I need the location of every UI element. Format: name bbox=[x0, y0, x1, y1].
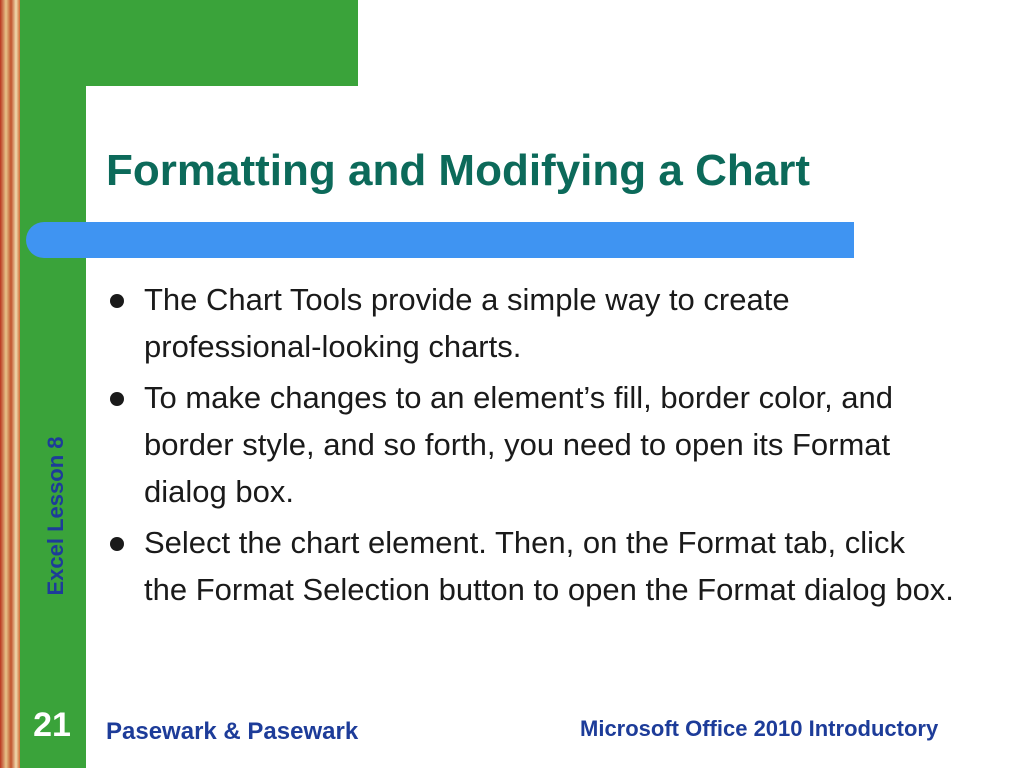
bullet-item bbox=[106, 276, 956, 370]
slide-title: Formatting and Modifying a Chart bbox=[106, 146, 810, 195]
left-green-bar bbox=[20, 0, 86, 768]
bullet-text: The Chart Tools provide a simple way to create professional-looking charts. bbox=[144, 282, 790, 364]
page-number: 21 bbox=[33, 706, 71, 744]
bullet-dot-icon bbox=[110, 537, 124, 551]
bullet-dot-icon bbox=[110, 392, 124, 406]
bullet-list bbox=[106, 276, 956, 617]
bullet-dot-icon bbox=[110, 294, 124, 308]
title-underline-bar bbox=[26, 222, 854, 258]
top-green-block bbox=[20, 0, 358, 86]
bullet-text: Select the chart element. Then, on the Format tab, click the Format Selection button to open the Format dialog box. bbox=[144, 525, 954, 607]
bullet-text: To make changes to an element’s fill, border color, and border style, and so forth, you need to open its Format dialog box. bbox=[144, 380, 894, 509]
lesson-side-label: Excel Lesson 8 bbox=[43, 436, 68, 596]
footer-course: Microsoft Office 2010 Introductory bbox=[580, 716, 939, 741]
footer-author: Pasewark & Pasewark bbox=[106, 718, 359, 745]
bullet-item bbox=[106, 519, 956, 613]
bullet-item bbox=[106, 374, 956, 515]
decorative-image-strip bbox=[0, 0, 20, 768]
